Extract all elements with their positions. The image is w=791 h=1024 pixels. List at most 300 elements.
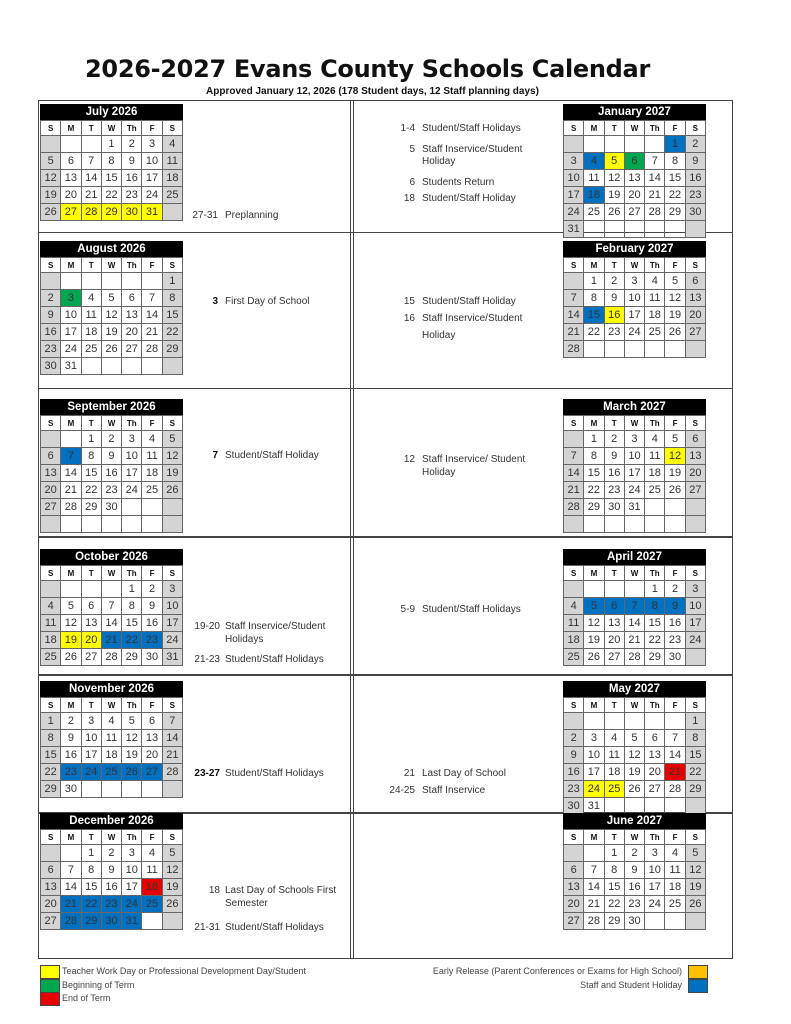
day-cell: 20 <box>624 187 644 204</box>
day-cell: 22 <box>645 632 665 649</box>
day-cell: 19 <box>61 632 81 649</box>
day-cell: 15 <box>584 307 604 324</box>
day-cell: 18 <box>81 324 101 341</box>
day-cell: 5 <box>584 598 604 615</box>
day-cell: 10 <box>685 598 705 615</box>
day-cell: 12 <box>624 747 644 764</box>
week-row <box>41 324 183 341</box>
week-row <box>41 307 183 324</box>
month-grid <box>563 565 706 666</box>
day-cell <box>61 845 81 862</box>
week-row <box>564 170 706 187</box>
week-row <box>41 879 183 896</box>
day-cell: 23 <box>41 341 61 358</box>
day-cell: 23 <box>564 781 584 798</box>
day-cell: 10 <box>584 747 604 764</box>
day-cell: 26 <box>624 781 644 798</box>
day-cell: 26 <box>162 896 182 913</box>
day-cell: 22 <box>162 324 182 341</box>
day-cell: 3 <box>61 290 81 307</box>
day-cell: 6 <box>685 273 705 290</box>
day-cell: 3 <box>81 713 101 730</box>
month-grid <box>563 415 706 533</box>
day-cell: 18 <box>584 187 604 204</box>
day-cell: 3 <box>142 136 162 153</box>
day-cell <box>645 913 665 930</box>
day-cell <box>122 273 142 290</box>
week-row <box>41 730 183 747</box>
weekday-header: T <box>604 121 624 136</box>
day-cell: 13 <box>41 879 61 896</box>
day-cell: 26 <box>665 482 685 499</box>
day-cell: 2 <box>564 730 584 747</box>
day-cell <box>584 136 604 153</box>
day-cell: 17 <box>122 879 142 896</box>
weekday-header: F <box>142 416 162 431</box>
day-cell <box>61 273 81 290</box>
day-cell: 25 <box>81 341 101 358</box>
event-date: 21 <box>403 768 415 779</box>
week-row <box>41 713 183 730</box>
day-cell: 2 <box>41 290 61 307</box>
week-row <box>41 273 183 290</box>
week-row <box>41 204 183 221</box>
week-row <box>564 896 706 913</box>
day-cell <box>604 713 624 730</box>
day-cell: 10 <box>162 598 182 615</box>
day-cell: 8 <box>685 730 705 747</box>
day-cell <box>41 273 61 290</box>
weekday-header: W <box>624 566 644 581</box>
day-cell <box>645 136 665 153</box>
day-cell <box>584 341 604 358</box>
day-cell: 16 <box>624 879 644 896</box>
weekday-header: S <box>564 830 584 845</box>
day-cell: 20 <box>142 747 162 764</box>
day-cell <box>685 499 705 516</box>
day-cell <box>101 781 121 798</box>
weekday-header: Th <box>122 830 142 845</box>
week-row <box>564 307 706 324</box>
event-text: Semester <box>225 898 268 909</box>
day-cell: 16 <box>101 465 121 482</box>
day-cell: 13 <box>685 448 705 465</box>
legend-label: Teacher Work Day or Professional Development Day/Student <box>62 966 306 976</box>
day-cell: 5 <box>624 730 644 747</box>
day-cell: 22 <box>122 632 142 649</box>
day-cell <box>604 581 624 598</box>
day-cell: 11 <box>665 862 685 879</box>
day-cell: 25 <box>604 781 624 798</box>
day-cell <box>142 781 162 798</box>
day-cell: 25 <box>142 896 162 913</box>
day-cell: 10 <box>61 307 81 324</box>
day-cell: 14 <box>645 170 665 187</box>
weekday-header: F <box>142 258 162 273</box>
day-cell: 1 <box>604 845 624 862</box>
day-cell <box>61 581 81 598</box>
week-row <box>564 465 706 482</box>
day-cell: 15 <box>685 747 705 764</box>
weekday-header: W <box>101 416 121 431</box>
week-row <box>564 649 706 666</box>
day-cell <box>584 845 604 862</box>
weekday-header: M <box>584 121 604 136</box>
page-title: 2026-2027 Evans County Schools Calendar <box>85 55 650 83</box>
day-cell: 1 <box>665 136 685 153</box>
day-cell <box>604 221 624 238</box>
event-date: 27-31 <box>192 210 218 221</box>
day-cell: 15 <box>645 615 665 632</box>
day-cell: 13 <box>41 465 61 482</box>
day-cell <box>685 341 705 358</box>
day-cell: 4 <box>142 431 162 448</box>
day-cell: 20 <box>685 307 705 324</box>
event-date: 15 <box>403 296 415 307</box>
weekday-header: S <box>564 121 584 136</box>
day-cell: 10 <box>624 290 644 307</box>
day-cell: 3 <box>624 431 644 448</box>
day-cell: 14 <box>564 465 584 482</box>
day-cell: 13 <box>142 730 162 747</box>
day-cell: 7 <box>162 713 182 730</box>
day-cell: 15 <box>81 879 101 896</box>
month-title: October 2026 <box>40 549 183 565</box>
day-cell <box>81 273 101 290</box>
event-date: 19-20 <box>194 621 220 632</box>
month-title: June 2027 <box>563 813 706 829</box>
weekday-header: S <box>41 121 61 136</box>
month-calendar <box>40 104 183 221</box>
weekday-header: S <box>685 830 705 845</box>
day-cell: 31 <box>584 798 604 815</box>
day-cell: 30 <box>101 913 121 930</box>
event-text: Staff Inservice/ Student <box>422 454 526 465</box>
day-cell: 14 <box>142 307 162 324</box>
day-cell: 1 <box>645 581 665 598</box>
event-date: 6 <box>409 177 415 188</box>
day-cell: 16 <box>142 615 162 632</box>
day-cell: 31 <box>142 204 162 221</box>
day-cell: 30 <box>61 781 81 798</box>
week-row <box>41 845 183 862</box>
day-cell: 27 <box>685 324 705 341</box>
event-date: 18 <box>403 193 415 204</box>
day-cell: 13 <box>604 615 624 632</box>
day-cell <box>564 431 584 448</box>
day-cell: 23 <box>665 632 685 649</box>
event-date: 5 <box>409 144 415 155</box>
week-row <box>564 798 706 815</box>
day-cell <box>122 358 142 375</box>
day-cell <box>665 798 685 815</box>
week-row <box>564 615 706 632</box>
day-cell: 23 <box>624 896 644 913</box>
day-cell: 24 <box>624 482 644 499</box>
weekday-header: Th <box>122 416 142 431</box>
day-cell <box>665 713 685 730</box>
day-cell: 6 <box>604 598 624 615</box>
week-row <box>564 204 706 221</box>
day-cell: 6 <box>142 713 162 730</box>
day-cell: 16 <box>685 170 705 187</box>
weekday-header: W <box>101 698 121 713</box>
day-cell: 1 <box>41 713 61 730</box>
event-text: Staff Inservice <box>422 785 486 796</box>
week-row <box>564 136 706 153</box>
day-cell: 8 <box>604 862 624 879</box>
day-cell <box>584 581 604 598</box>
day-cell <box>122 516 142 533</box>
day-cell <box>122 781 142 798</box>
day-cell: 5 <box>604 153 624 170</box>
day-cell: 24 <box>61 341 81 358</box>
day-cell: 6 <box>122 290 142 307</box>
day-cell: 27 <box>142 764 162 781</box>
day-cell: 20 <box>564 896 584 913</box>
event-date: 18 <box>208 885 220 896</box>
day-cell: 8 <box>41 730 61 747</box>
month-grid <box>563 120 706 238</box>
day-cell: 24 <box>685 632 705 649</box>
day-cell: 25 <box>645 482 665 499</box>
weekday-header: T <box>604 698 624 713</box>
day-cell <box>604 516 624 533</box>
day-cell: 22 <box>584 324 604 341</box>
month-calendar <box>40 681 183 798</box>
day-cell: 17 <box>162 615 182 632</box>
day-cell: 30 <box>604 499 624 516</box>
weekday-header: F <box>142 566 162 581</box>
month-calendar <box>563 399 706 533</box>
day-cell: 5 <box>162 431 182 448</box>
day-cell: 14 <box>564 307 584 324</box>
day-cell: 11 <box>142 448 162 465</box>
day-cell: 14 <box>101 615 121 632</box>
day-cell: 11 <box>81 307 101 324</box>
month-title: May 2027 <box>563 681 706 697</box>
day-cell: 4 <box>564 598 584 615</box>
day-cell: 27 <box>41 499 61 516</box>
day-cell: 27 <box>61 204 81 221</box>
month-title: July 2026 <box>40 104 183 120</box>
month-grid <box>563 697 706 815</box>
day-cell: 2 <box>685 136 705 153</box>
month-title: April 2027 <box>563 549 706 565</box>
day-cell: 7 <box>564 290 584 307</box>
day-cell: 17 <box>584 764 604 781</box>
day-cell: 21 <box>624 632 644 649</box>
day-cell: 10 <box>122 862 142 879</box>
day-cell: 18 <box>604 764 624 781</box>
week-row <box>41 136 183 153</box>
day-cell: 2 <box>101 845 121 862</box>
week-row <box>41 499 183 516</box>
event-text: Holiday <box>422 156 456 167</box>
legend-label: Early Release (Parent Conferences or Exams for High School) <box>432 966 682 976</box>
week-row <box>41 632 183 649</box>
day-cell: 25 <box>564 649 584 666</box>
day-cell: 21 <box>81 187 101 204</box>
day-cell: 17 <box>685 615 705 632</box>
event-text: Student/Staff Holidays <box>225 922 324 933</box>
day-cell: 30 <box>142 649 162 666</box>
day-cell: 11 <box>645 448 665 465</box>
day-cell: 3 <box>584 730 604 747</box>
day-cell: 3 <box>564 153 584 170</box>
day-cell: 11 <box>101 730 121 747</box>
day-cell: 22 <box>81 482 101 499</box>
day-cell: 8 <box>584 290 604 307</box>
day-cell: 4 <box>41 598 61 615</box>
event-date: 21-31 <box>194 922 220 933</box>
day-cell: 19 <box>665 465 685 482</box>
day-cell: 18 <box>564 632 584 649</box>
weekday-header: F <box>142 830 162 845</box>
week-row <box>564 324 706 341</box>
day-cell <box>564 845 584 862</box>
day-cell: 8 <box>101 153 121 170</box>
day-cell: 22 <box>665 187 685 204</box>
legend-label: End of Term <box>62 993 111 1003</box>
day-cell: 1 <box>162 273 182 290</box>
day-cell: 5 <box>685 845 705 862</box>
day-cell <box>41 431 61 448</box>
day-cell: 29 <box>101 204 121 221</box>
day-cell: 21 <box>61 896 81 913</box>
day-cell: 2 <box>665 581 685 598</box>
weekday-header: W <box>101 830 121 845</box>
day-cell <box>61 516 81 533</box>
day-cell: 2 <box>101 431 121 448</box>
day-cell: 26 <box>685 896 705 913</box>
weekday-header: Th <box>645 830 665 845</box>
day-cell: 26 <box>665 324 685 341</box>
day-cell <box>624 798 644 815</box>
day-cell <box>101 581 121 598</box>
day-cell: 20 <box>604 632 624 649</box>
day-cell: 9 <box>101 448 121 465</box>
day-cell: 6 <box>645 730 665 747</box>
day-cell: 22 <box>81 896 101 913</box>
day-cell: 23 <box>122 187 142 204</box>
day-cell: 29 <box>81 913 101 930</box>
month-title: August 2026 <box>40 241 183 257</box>
day-cell: 6 <box>41 862 61 879</box>
day-cell: 28 <box>61 499 81 516</box>
weekday-header: S <box>685 566 705 581</box>
day-cell: 13 <box>61 170 81 187</box>
month-calendar <box>40 241 183 375</box>
month-calendar <box>563 549 706 666</box>
day-cell: 21 <box>665 764 685 781</box>
weekday-header: S <box>564 698 584 713</box>
day-cell: 21 <box>564 324 584 341</box>
day-cell: 8 <box>665 153 685 170</box>
week-row <box>41 187 183 204</box>
day-cell: 28 <box>645 204 665 221</box>
day-cell: 30 <box>41 358 61 375</box>
day-cell: 24 <box>122 896 142 913</box>
week-row <box>41 153 183 170</box>
weekday-header: S <box>41 416 61 431</box>
weekday-header: Th <box>122 121 142 136</box>
day-cell: 27 <box>81 649 101 666</box>
day-cell: 27 <box>604 649 624 666</box>
day-cell <box>685 798 705 815</box>
weekday-header: W <box>624 698 644 713</box>
day-cell: 4 <box>142 845 162 862</box>
day-cell: 7 <box>665 730 685 747</box>
weekday-header: S <box>41 258 61 273</box>
weekday-header: F <box>142 698 162 713</box>
day-cell: 26 <box>101 341 121 358</box>
day-cell: 27 <box>645 781 665 798</box>
month-calendar <box>563 813 706 930</box>
weekday-header: M <box>584 698 604 713</box>
weekday-header: Th <box>122 258 142 273</box>
day-cell: 19 <box>624 764 644 781</box>
week-row <box>41 431 183 448</box>
day-cell: 8 <box>162 290 182 307</box>
day-cell: 15 <box>162 307 182 324</box>
week-row <box>564 221 706 238</box>
day-cell: 1 <box>101 136 121 153</box>
day-cell: 31 <box>162 649 182 666</box>
day-cell: 17 <box>81 747 101 764</box>
day-cell: 28 <box>564 499 584 516</box>
day-cell: 23 <box>101 896 121 913</box>
day-cell: 15 <box>665 170 685 187</box>
day-cell <box>122 499 142 516</box>
day-cell: 21 <box>645 187 665 204</box>
event-text: Student/Staff Holidays <box>225 768 324 779</box>
weekday-header: W <box>624 416 644 431</box>
day-cell: 30 <box>685 204 705 221</box>
legend-label: Staff and Student Holiday <box>580 980 682 990</box>
day-cell: 11 <box>162 153 182 170</box>
day-cell: 7 <box>61 448 81 465</box>
event-date: 24-25 <box>389 785 415 796</box>
day-cell: 19 <box>685 879 705 896</box>
day-cell <box>584 221 604 238</box>
day-cell: 1 <box>122 581 142 598</box>
day-cell: 24 <box>564 204 584 221</box>
day-cell: 16 <box>122 170 142 187</box>
day-cell: 28 <box>624 649 644 666</box>
week-row <box>41 290 183 307</box>
week-row <box>564 482 706 499</box>
day-cell <box>624 581 644 598</box>
day-cell: 23 <box>604 324 624 341</box>
weekday-header: Th <box>645 121 665 136</box>
legend-swatch <box>40 992 60 1006</box>
week-row <box>564 341 706 358</box>
day-cell <box>645 499 665 516</box>
day-cell: 19 <box>584 632 604 649</box>
day-cell: 9 <box>685 153 705 170</box>
day-cell: 19 <box>162 465 182 482</box>
day-cell: 5 <box>61 598 81 615</box>
event-text: Student/Staff Holidays <box>422 604 521 615</box>
day-cell <box>564 273 584 290</box>
event-text: Student/Staff Holiday <box>225 450 319 461</box>
day-cell: 31 <box>61 358 81 375</box>
day-cell <box>81 581 101 598</box>
month-title: January 2027 <box>563 104 706 120</box>
day-cell: 3 <box>162 581 182 598</box>
weekday-header: F <box>665 566 685 581</box>
